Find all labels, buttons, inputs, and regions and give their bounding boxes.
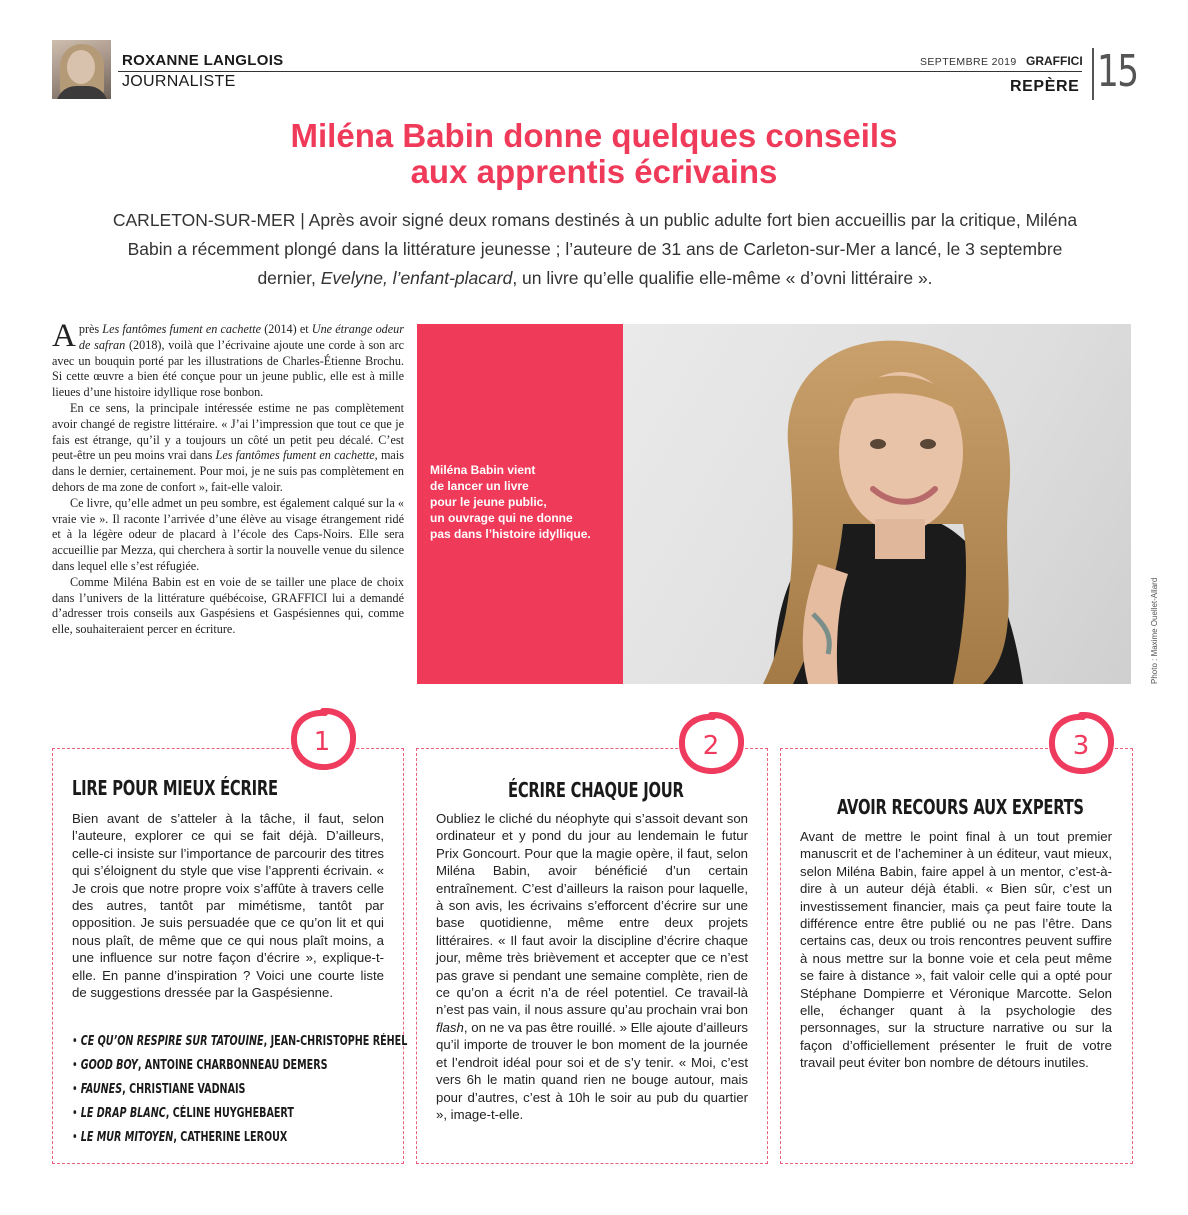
book-author: JEAN-CHRISTOPHE RÉHEL	[270, 1034, 408, 1049]
book-item: • LE MUR MITOYEN, CATHERINE LEROUX	[72, 1130, 288, 1145]
lead-paragraph	[100, 206, 1090, 293]
tip-1-title: LIRE POUR MIEUX ÉCRIRE	[72, 776, 278, 800]
book-title: Les fantômes fument en cachette	[102, 322, 262, 336]
author-photo	[52, 40, 111, 99]
number-badge-1	[290, 708, 356, 770]
body-text-span: En ce sens, la principale intéressée estime ne pas complètement avoir changé de registre littéraire. « J’ai l’impression que tout ce que je fais est étrange, qu’il y a toujours un côté un petit peu décalé. C’est peut-être un peu moins vrai dans	[52, 400, 404, 463]
tip-text-span: Oubliez le cliché du néophyte qui s’assoit devant son ordinateur et y pond du jour au lendemain le futur Prix Goncourt. Pour que la magie opère, il faut, selon Miléna Babin, avoir bénéficié d’un certain entraînement. C’est d’ailleurs la raison pour laquelle, à son avis, les écrivains s’efforcent d’écrire sur une base quotidienne, même entre deux projets littéraires. « Il faut avoir la discipline d’écrire chaque jour, même très brièvement et accepter que ce n’est pas grave si pendant une semaine complète, rien de ce qu’on a écrit n’a de réel potentiel. Ce travail-là n’est pas vain, il nous assure qu’au prochain vrai bon	[436, 811, 748, 1018]
badge-number: 3	[1072, 731, 1090, 761]
tip-3-text: Avant de mettre le point final à un tout premier manuscrit et de l’acheminer à un éditeur, vaut mieux, selon Miléna Babin, faire appel à un mentor, c’est-à-dire à un auteur déjà établi. « Bien sûr, c’est un investissement financier, mais ça peut faire toute la différence entre être publié ou ne pas l’être. Dans certains cas, deux ou trois rencontres peuvent suffire à nous mettre sur la bonne voie et cela peut même se faire à distance », fait valoir celle qui a opté pour Stéphane Dompierre et Véronique Marcotte. Selon elle, échanger quant à la psychologie des personnages, sur la structure narrative ou sur la façon d’officiellement présenter le fruit de votre travail peut éviter bon nombre de détours inutiles.	[800, 829, 1112, 1071]
page-divider	[1092, 48, 1094, 100]
headline-line-1: Miléna Babin donne quelques conseils	[290, 117, 898, 154]
tip-1-text: Bien avant de s’atteler à la tâche, il faut, selon l’auteure, explorer ce qui se fait déjà. D’ailleurs, celle-ci insiste sur l’importance de parcourir des titres qui s’éloignent du style que vise l’apprenti écrivain. « Je crois que notre propre voix s’affûte à travers celle des autres, tantôt par mimétisme, tantôt par opposition. Je suis persuadée que ce qu’on lit et qui nous plaît, de même que ce qui nous plaît moins, a une influence sur notre façon d’écrire », explique-t-elle. En panne d’inspiration ? Voici une courte liste de suggestions dressée par la Gaspésienne.	[72, 811, 384, 1001]
article-body	[52, 318, 405, 638]
header-rule	[118, 71, 1082, 72]
caption-line: un ouvrage qui ne donne	[430, 511, 573, 525]
lead-text-start: CARLETON-SUR-MER | Après avoir signé deux romans destinés à un public adulte fort bien accueillis par la critique, Miléna Babin a récemment plongé dans la littérature jeunesse ; l’auteure de 31 ans de Carleton-sur-Mer a lancé, le 3 septembre dernier,	[112, 210, 1078, 288]
body-paragraph-2	[52, 401, 404, 496]
author-role: JOURNALISTE	[122, 73, 236, 90]
badge-number: 2	[702, 731, 720, 761]
book-item: • FAUNES, CHRISTIANE VADNAIS	[72, 1082, 246, 1097]
body-text-span: près	[78, 322, 103, 336]
number-badge-3	[1048, 712, 1114, 774]
caption-line: Miléna Babin vient	[430, 463, 536, 477]
book-item: • CE QU’ON RESPIRE SUR TATOUINE, JEAN-CHRISTOPHE RÉHEL	[72, 1034, 408, 1049]
tip-text-emphasis: flash	[436, 1019, 464, 1035]
photo-caption	[430, 462, 620, 542]
section-name: REPÈRE	[1010, 78, 1080, 95]
headline-line-2: aux apprentis écrivains	[410, 153, 778, 190]
headline	[0, 118, 1188, 190]
body-paragraph-1	[52, 318, 405, 401]
book-item: • GOOD BOY, ANTOINE CHARBONNEAU DEMERS	[72, 1058, 328, 1073]
book-title: LE MUR MITOYEN	[80, 1130, 174, 1145]
book-author: CÉLINE HUYGHEBAERT	[172, 1106, 294, 1121]
tip-2-title: ÉCRIRE CHAQUE JOUR	[508, 778, 684, 802]
tip-2-text	[436, 810, 748, 1123]
book-title: Une étrange odeur de safran	[78, 322, 405, 352]
book-title: CE QU’ON RESPIRE SUR TATOUINE	[80, 1034, 264, 1049]
portrait-illustration	[623, 324, 1131, 684]
body-paragraph-4: Comme Miléna Babin est en voie de se tailler une place de choix dans l’univers de la littérature québécoise, GRAFFICI lui a demandé d’adresser trois conseils aux Gaspésiens et Gaspésiennes qui, comme elle, souhaiteraient percer en écriture.	[52, 574, 404, 637]
book-author: ANTOINE CHARBONNEAU DEMERS	[144, 1058, 328, 1073]
book-author: CATHERINE LEROUX	[180, 1130, 288, 1145]
tip-3-title: AVOIR RECOURS AUX EXPERTS	[837, 795, 1084, 819]
tip-text-span: , on ne va pas être rouillé. » Elle ajoute d’ailleurs qu’il importe de trouver le bon moment de la journée et l’endroit idéal pour soi et de s’y tenir. « Moi, c’est vers 6h le matin quand rien ne bouge autour, mais pour d’autres, c’est à 10h le soir au pub du quartier », image-t-elle.	[436, 1019, 748, 1122]
book-item: • LE DRAP BLANC, CÉLINE HUYGHEBAERT	[72, 1106, 294, 1121]
portrait-photo	[623, 324, 1131, 684]
book-title: FAUNES	[80, 1082, 123, 1097]
magazine-name: GRAFFICI	[1026, 54, 1083, 68]
body-text-span: (2018), voilà que l’écrivaine ajoute une corde à son arc avec un bouquin porté par les illustrations de Charles-Étienne Brochu. Si cette œuvre a bien été conçue pour un jeune public, elle est à mille lieues d’une histoire idyllique rose bonbon.	[52, 337, 404, 400]
number-badge-2	[678, 712, 744, 774]
badge-number: 1	[313, 727, 331, 757]
book-title: LE DRAP BLANC	[80, 1106, 166, 1121]
book-author: CHRISTIANE VADNAIS	[129, 1082, 246, 1097]
photo-credit: Photo : Maxime Ouellet-Allard	[1150, 577, 1159, 684]
caption-line: de lancer un livre	[430, 479, 529, 493]
book-suggestions-list	[72, 1030, 408, 1150]
page-number: 15	[1097, 46, 1138, 97]
body-text-span: , mais dans le dernier, certainement. Pour moi, je ne suis pas complètement en dehors de ma zone de confort », fait-elle valoir.	[52, 448, 404, 494]
book-title: GOOD BOY	[80, 1058, 138, 1073]
lead-book-title: Evelyne, l’enfant-placard	[320, 268, 513, 288]
body-text-span: (2014) et	[261, 322, 312, 336]
book-title: Les fantômes fument en cachette	[215, 448, 375, 463]
caption-line: pour le jeune public,	[430, 495, 547, 509]
drop-cap: A	[52, 318, 76, 354]
body-paragraph-3: Ce livre, qu’elle admet un peu sombre, est également calqué sur la « vraie vie ». Il raconte l’arrivée d’une élève au visage étrangement ridé et à la légère odeur de placard à l’école des Caps-Noirs. Elle sera accueillie par Mezza, qui cherchera à sortir la nouvelle venue du silence dans lequel elle s’est réfugiée.	[52, 495, 404, 573]
issue-date: SEPTEMBRE 2019	[920, 56, 1017, 68]
author-name: ROXANNE LANGLOIS	[122, 52, 284, 69]
lead-text-end: , un livre qu’elle qualifie elle-même « d’ovni littéraire ».	[512, 268, 933, 288]
caption-line: pas dans l’histoire idyllique.	[430, 527, 591, 541]
